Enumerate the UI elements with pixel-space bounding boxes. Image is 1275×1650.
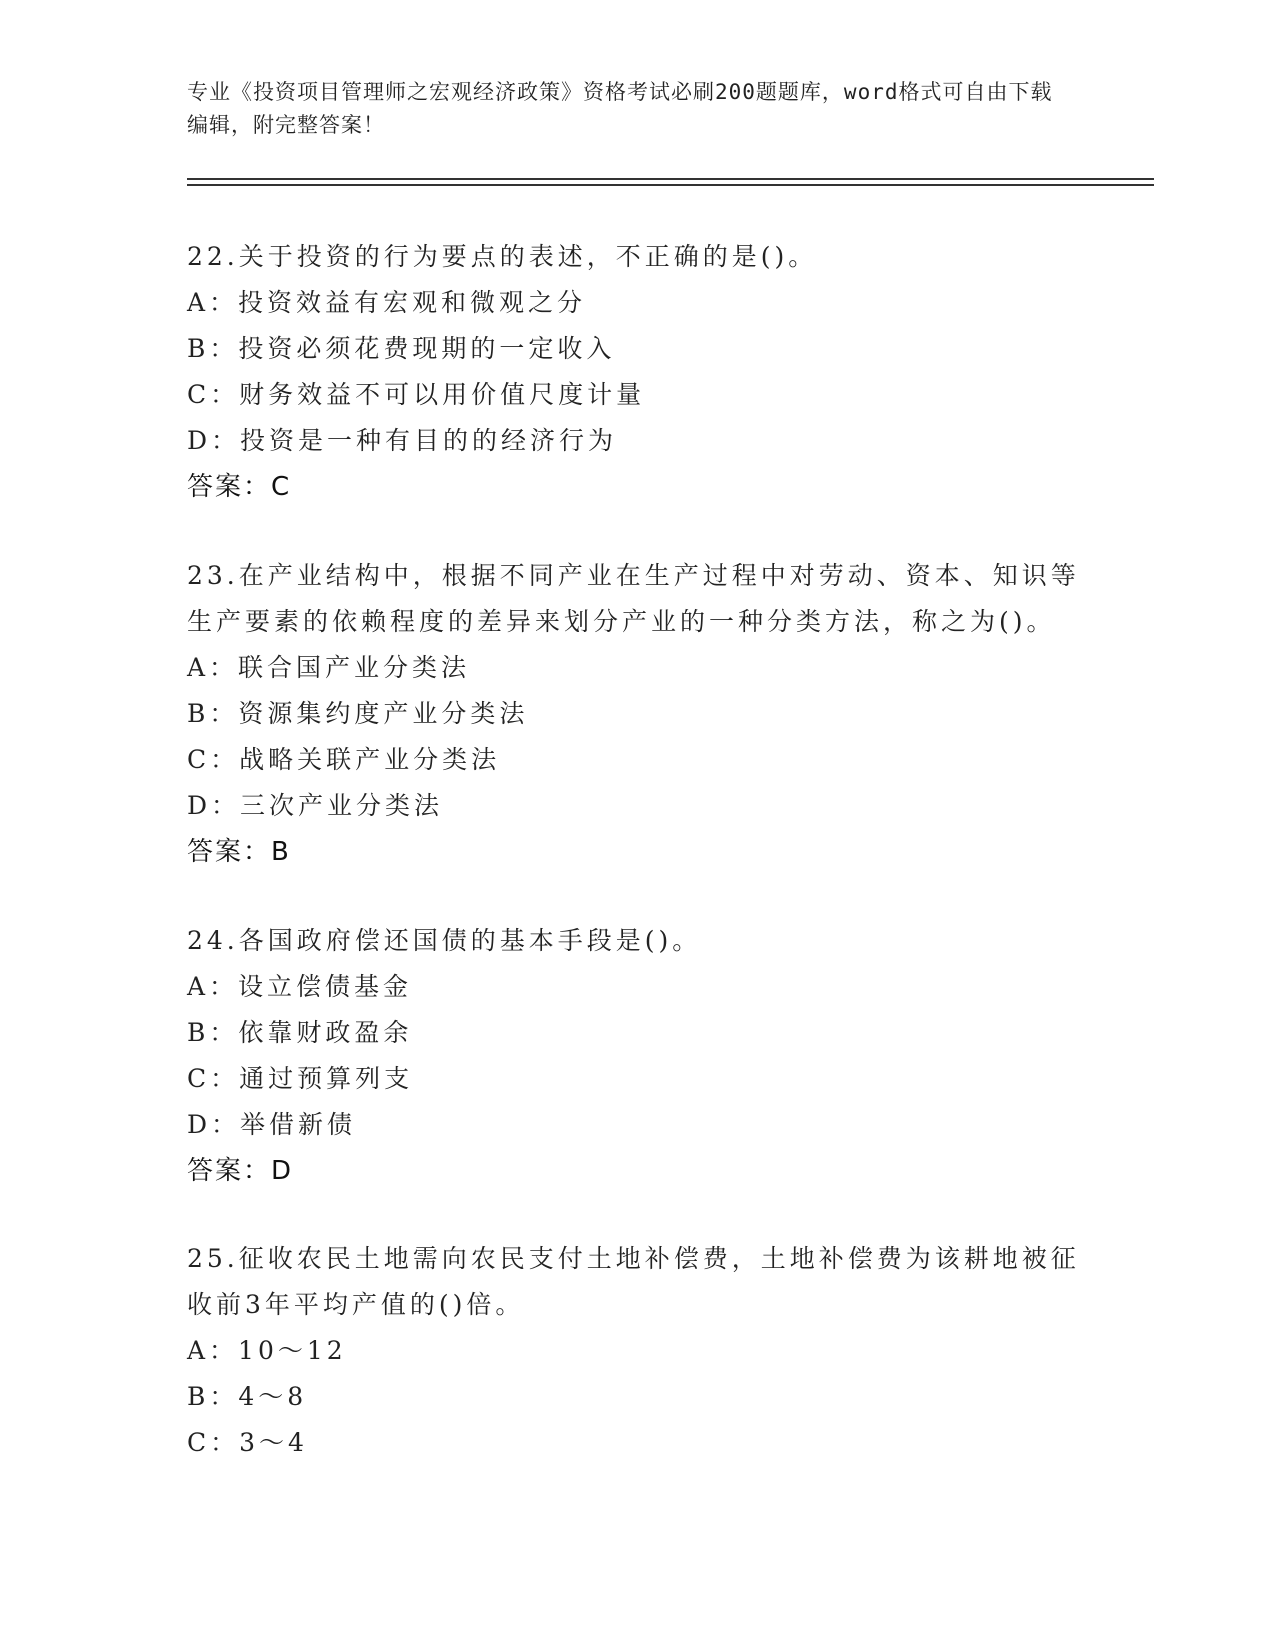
answer: 答案：D (187, 1156, 294, 1186)
question-stem: 25.征收农民土地需向农民支付土地补偿费，土地补偿费为该耕地被征收前3年平均产值的()倍。 (187, 1244, 1080, 1319)
option-a: A：10～12 (187, 1336, 347, 1365)
option-c: C：财务效益不可以用价值尺度计量 (187, 380, 646, 409)
option-b: B：资源集约度产业分类法 (187, 699, 529, 728)
document-header (187, 76, 1067, 142)
question-23 (187, 553, 1087, 875)
option-d: D：举借新债 (187, 1110, 357, 1139)
option-a: A：联合国产业分类法 (187, 653, 471, 682)
option-b: B：4～8 (187, 1382, 308, 1411)
question-stem: 24.各国政府偿还国债的基本手段是()。 (187, 926, 702, 955)
question-22 (187, 234, 1087, 510)
answer: 答案：C (187, 472, 292, 502)
option-b: B：投资必须花费现期的一定收入 (187, 334, 616, 363)
option-d: D：投资是一种有目的的经济行为 (187, 426, 618, 455)
option-c: C：战略关联产业分类法 (187, 745, 501, 774)
question-25 (187, 1236, 1087, 1466)
option-c: C：通过预算列支 (187, 1064, 414, 1093)
answer: 答案：B (187, 837, 291, 867)
question-stem: 22.关于投资的行为要点的表述，不正确的是()。 (187, 242, 818, 271)
header-divider-top (187, 178, 1154, 180)
option-a: A：设立偿债基金 (187, 972, 413, 1001)
option-b: B：依靠财政盈余 (187, 1018, 413, 1047)
header-title: 专业《投资项目管理师之宏观经济政策》资格考试必刷200题题库，word格式可自由下载编辑，附完整答案！ (187, 80, 1053, 137)
header-divider-bottom (187, 184, 1154, 186)
option-d: D：三次产业分类法 (187, 791, 444, 820)
question-stem: 23.在产业结构中，根据不同产业在生产过程中对劳动、资本、知识等生产要素的依赖程度的差异来划分产业的一种分类方法，称之为()。 (187, 561, 1080, 636)
option-a: A：投资效益有宏观和微观之分 (187, 288, 587, 317)
option-c: C：3～4 (187, 1428, 308, 1457)
question-24 (187, 918, 1087, 1194)
